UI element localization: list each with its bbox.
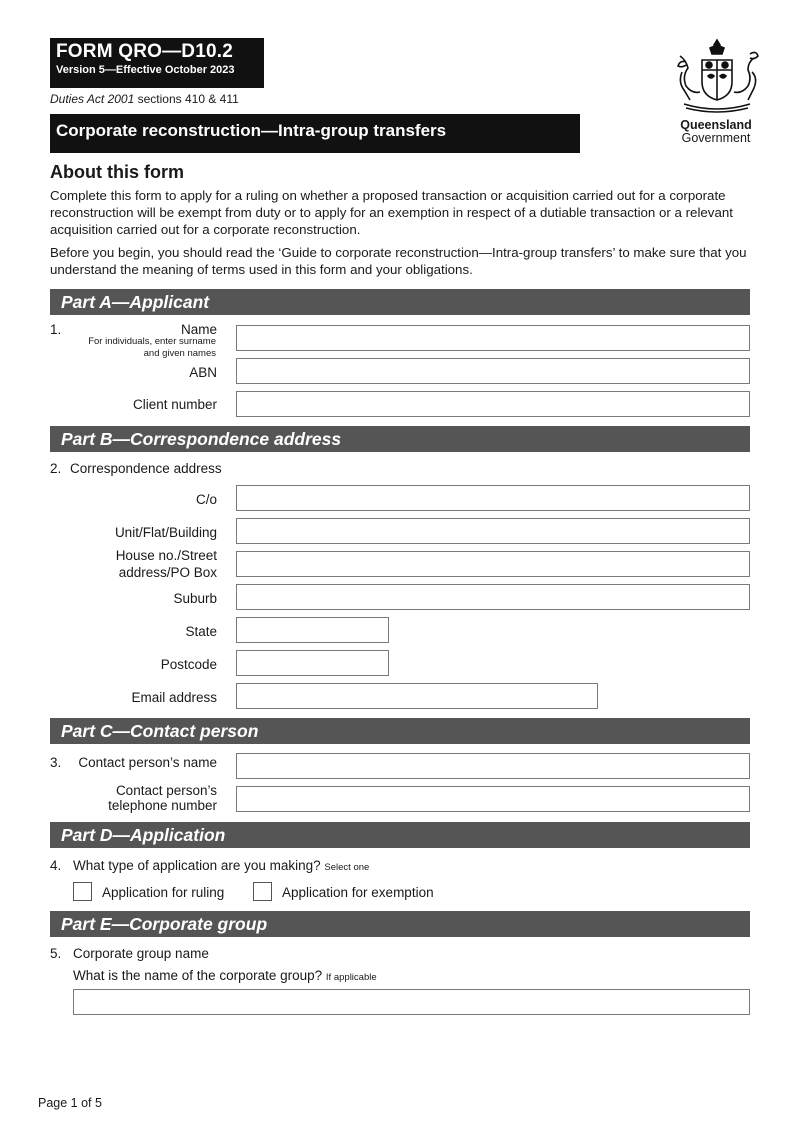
email-label: Email address xyxy=(131,690,217,705)
care-of-label: C/o xyxy=(195,492,217,507)
client-number-label: Client number xyxy=(132,397,217,412)
application-type-question xyxy=(73,858,369,874)
applicant-name-input[interactable] xyxy=(236,325,750,351)
street-label xyxy=(0,547,217,581)
question-number-5: 5. xyxy=(50,946,62,961)
application-for-exemption-label: Application for exemption xyxy=(282,885,434,900)
corporate-group-sub-question-text: What is the name of the corporate group? xyxy=(73,968,323,983)
application-type-hint: Select one xyxy=(324,862,370,873)
unit-label: Unit/Flat/Building xyxy=(114,525,217,540)
client-number-input[interactable] xyxy=(236,391,750,417)
street-label-line-2: address/PO Box xyxy=(118,565,217,580)
correspondence-address-question: Correspondence address xyxy=(70,461,222,476)
about-heading: About this form xyxy=(50,162,184,182)
act-sections: sections 410 & 411 xyxy=(134,92,239,106)
application-for-ruling-checkbox[interactable] xyxy=(73,882,92,901)
contact-phone-input[interactable] xyxy=(236,786,750,812)
question-number-1: 1. xyxy=(50,322,62,337)
form-id-block xyxy=(50,38,264,88)
question-number-3: 3. xyxy=(50,755,62,770)
name-hint: For individuals, enter surname and given names xyxy=(88,336,216,359)
abn-input[interactable] xyxy=(236,358,750,384)
state-input[interactable] xyxy=(236,617,389,643)
care-of-input[interactable] xyxy=(236,485,750,511)
state-label: State xyxy=(185,624,217,639)
contact-name-label: Contact person’s name xyxy=(78,755,217,770)
logo-line-2: Government xyxy=(681,131,751,145)
contact-phone-label xyxy=(0,783,217,813)
section-header-part-d: Part D—Application xyxy=(50,822,750,848)
abn-label: ABN xyxy=(189,365,217,380)
contact-phone-label-line-1: Contact person’s xyxy=(115,783,217,798)
page-number: Page 1 of 5 xyxy=(38,1096,102,1110)
postcode-label: Postcode xyxy=(160,657,217,672)
suburb-label: Suburb xyxy=(173,591,217,606)
logo-line-1: Queensland xyxy=(680,118,752,132)
section-header-part-c: Part C—Contact person xyxy=(50,718,750,744)
contact-phone-label-line-2: telephone number xyxy=(108,798,217,813)
name-label: Name xyxy=(180,322,217,337)
corporate-group-name-input[interactable] xyxy=(73,989,750,1015)
queensland-crest-logo xyxy=(672,36,762,116)
about-paragraph-1: Complete this form to apply for a ruling on whether a proposed transaction or acquisition carried out for a corporate reconstruction will be exempt from duty or to apply for an exemption in respect of a dutiable transaction or a relevant acquisition carried out for a corporate reconstruction. xyxy=(50,188,733,237)
email-input[interactable] xyxy=(236,683,598,709)
corporate-group-sub-question xyxy=(73,968,377,984)
form-title: Corporate reconstruction—Intra-group transfers xyxy=(50,114,580,153)
street-label-line-1: House no./Street xyxy=(115,548,217,563)
question-number-2: 2. xyxy=(50,461,62,476)
section-header-part-a: Part A—Applicant xyxy=(50,289,750,315)
about-paragraph-2: Before you begin, you should read the ‘Guide to corporate reconstruction—Intra-group transfers’ to make sure that you understand the meaning of terms used in this form and your obligations. xyxy=(50,245,747,277)
application-type-question-text: What type of application are you making? xyxy=(73,858,321,873)
question-number-4: 4. xyxy=(50,858,62,873)
street-address-input[interactable] xyxy=(236,551,750,577)
section-header-part-b: Part B—Correspondence address xyxy=(50,426,750,452)
contact-name-input[interactable] xyxy=(236,753,750,779)
act-reference xyxy=(50,92,239,106)
corporate-group-hint: If applicable xyxy=(325,972,377,983)
application-for-ruling-label: Application for ruling xyxy=(102,885,225,900)
suburb-input[interactable] xyxy=(236,584,750,610)
application-for-exemption-checkbox[interactable] xyxy=(253,882,272,901)
corporate-group-question: Corporate group name xyxy=(73,946,209,961)
unit-input[interactable] xyxy=(236,518,750,544)
form-version: Version 5—Effective October 2023 xyxy=(56,64,235,76)
queensland-government-wordmark xyxy=(668,119,764,145)
act-name: Duties Act 2001 xyxy=(50,92,135,106)
section-header-part-e: Part E—Corporate group xyxy=(50,911,750,937)
form-code: FORM QRO—D10.2 xyxy=(56,41,233,62)
postcode-input[interactable] xyxy=(236,650,389,676)
